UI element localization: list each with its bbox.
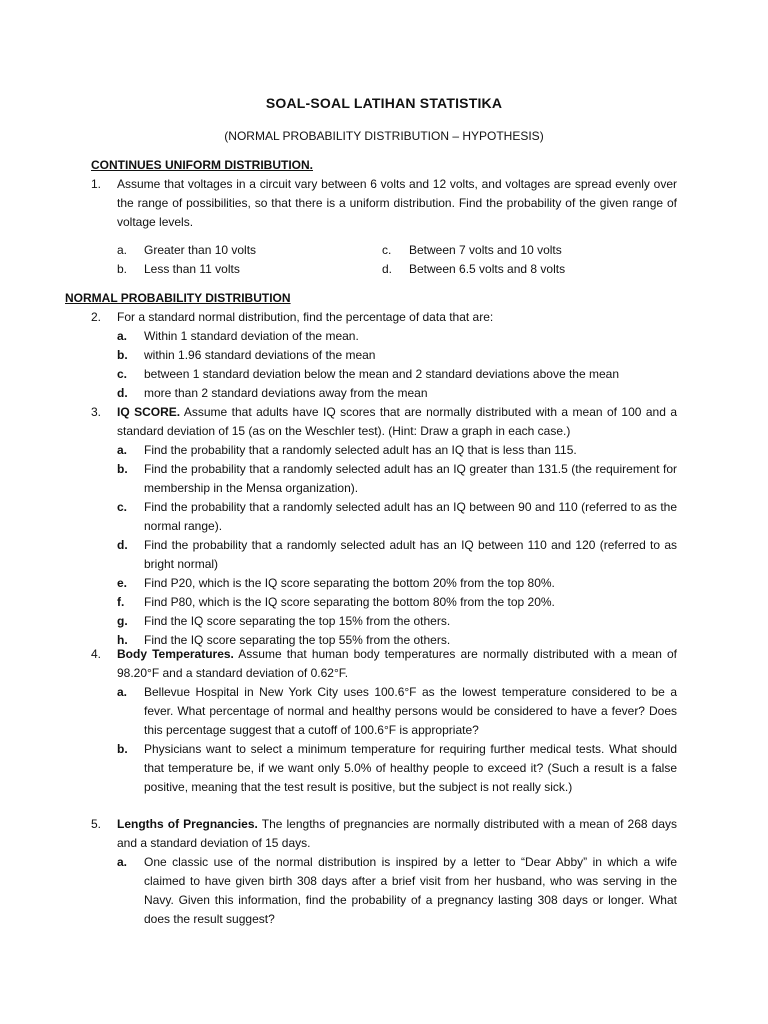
options-right-column: [382, 241, 642, 279]
sub-question: b. Physicians want to select a minimum temperature for requiring further medical tests. What should that temperature be, if we want only 5.0% of healthy people to exceed it? (Such a result is a false positive, meaning that the test result is positive, but the subject is not really sick.): [117, 742, 677, 794]
sub-question: a. Bellevue Hospital in New York City uses 100.6°F as the lowest temperature considered to be a fever. What percentage of normal and healthy persons would be considered to have a fever? Does this percentage suggest that a cutoff of 100.6°F is appropriate?: [117, 685, 677, 737]
question-text: Body Temperatures. Assume that human body temperatures are normally distributed with a mean of 98.20°F and a standard deviation of 0.62°F.: [117, 647, 677, 680]
question-text: IQ SCORE. Assume that adults have IQ scores that are normally distributed with a mean of 100 and a standard deviation of 15 (as on the Weschler test). (Hint: Draw a graph in each case.): [117, 405, 677, 438]
sub-question: c. between 1 standard deviation below the mean and 2 standard deviations above the mean: [117, 367, 619, 381]
question-2: [91, 308, 677, 403]
sub-question: g. Find the IQ score separating the top 15% from the others.: [117, 614, 451, 628]
sub-question: h. Find the IQ score separating the top 55% from the others.: [117, 633, 451, 647]
option-d: d. Between 6.5 volts and 8 volts: [382, 262, 566, 276]
question-number: 4.: [91, 647, 102, 661]
question-3: [91, 403, 677, 650]
sub-question: a. Within 1 standard deviation of the mean.: [117, 329, 359, 343]
sub-question: b. within 1.96 standard deviations of the mean: [117, 348, 376, 362]
section-heading-uniform: CONTINUES UNIFORM DISTRIBUTION.: [91, 158, 313, 172]
question-1: [91, 175, 677, 232]
question-text: For a standard normal distribution, find the percentage of data that are:: [117, 310, 494, 324]
option-c: c. Between 7 volts and 10 volts: [382, 243, 562, 257]
section-heading-normal: NORMAL PROBABILITY DISTRIBUTION: [65, 291, 291, 305]
option-a: a. Greater than 10 volts: [117, 243, 257, 257]
option-b: b. Less than 11 volts: [117, 262, 240, 276]
question-text: Assume that voltages in a circuit vary between 6 volts and 12 volts, and voltages are spread evenly over the range of possibilities, so that there is a uniform distribution. Find the probability of the given range of voltage levels.: [117, 177, 677, 229]
question-5: [91, 815, 677, 929]
question-text: Lengths of Pregnancies. The lengths of pregnancies are normally distributed with a mean of 268 days and a standard deviation of 15 days.: [117, 817, 677, 850]
question-number: 5.: [91, 817, 102, 831]
document-title: SOAL-SOAL LATIHAN STATISTIKA: [265, 95, 503, 111]
sub-question: f. Find P80, which is the IQ score separating the bottom 80% from the top 20%.: [117, 595, 555, 609]
question-4: [91, 645, 677, 797]
document-subtitle: (NORMAL PROBABILITY DISTRIBUTION – HYPOTHESIS): [224, 129, 544, 143]
sub-question: d. more than 2 standard deviations away from the mean: [117, 386, 428, 400]
sub-question: a. One classic use of the normal distribution is inspired by a letter to “Dear Abby” in which a wife claimed to have given birth 308 days after a brief visit from her husband, who was serving in the Navy. Given this information, find the probability of a pregnancy lasting 308 days or longer. What does the result suggest?: [117, 855, 677, 926]
question-number: 2.: [91, 310, 102, 324]
question-number: 3.: [91, 405, 102, 419]
sub-question: b. Find the probability that a randomly selected adult has an IQ greater than 131.5 (the requirement for membership in the Mensa organization).: [117, 462, 677, 495]
sub-question: d. Find the probability that a randomly selected adult has an IQ between 110 and 120 (referred to as bright normal): [117, 538, 677, 571]
sub-question: c. Find the probability that a randomly selected adult has an IQ between 90 and 110 (referred to as the normal range).: [117, 500, 677, 533]
sub-question: e. Find P20, which is the IQ score separating the bottom 20% from the top 80%.: [117, 576, 555, 590]
sub-question: a. Find the probability that a randomly selected adult has an IQ that is less than 115.: [117, 443, 577, 457]
options-left-column: [117, 241, 377, 279]
question-number: 1.: [91, 177, 102, 191]
